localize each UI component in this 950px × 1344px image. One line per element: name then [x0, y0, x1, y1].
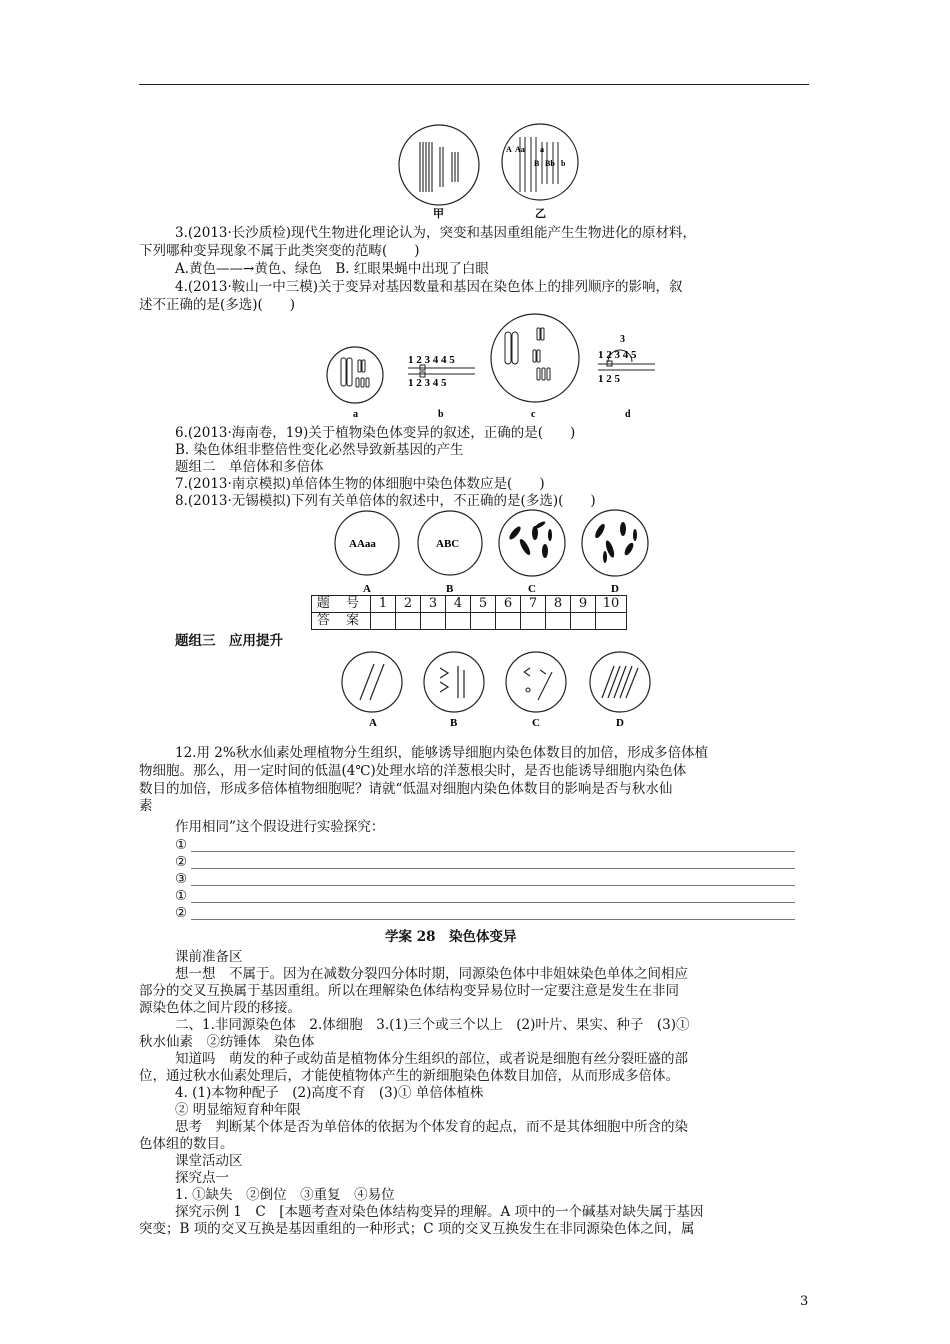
answer-line-15: 1. ①缺失 ②倒位 ③重复 ④易位	[175, 1187, 395, 1203]
blank-2-line[interactable]	[191, 868, 795, 869]
label-jia: 甲	[433, 208, 444, 220]
blank-1-label: ①	[175, 837, 188, 853]
svg-text:3: 3	[620, 334, 625, 345]
q8-line: 8.(2013·无锡模拟)下列有关单倍体的叙述中，不正确的是(多选)( )	[175, 493, 596, 509]
blank-5-label: ②	[175, 905, 188, 921]
svg-text:a: a	[353, 409, 358, 420]
answer-line-3: 部分的交叉互换属于基因重组。所以在理解染色体结构变异易位时一定要注意是发生在非同	[139, 983, 679, 999]
section-title: 学案 28 染色体变异	[385, 929, 517, 945]
figure-lines-abcd	[340, 650, 650, 730]
svg-text:d: d	[625, 409, 631, 420]
answer-line-4: 源染色体之间片段的移接。	[139, 1000, 301, 1016]
svg-text:B: B	[450, 717, 458, 729]
chromosome-b-bottom: 1 2 3 4 5	[408, 377, 447, 389]
figure-cells-abcd	[335, 505, 655, 600]
q12-line1: 12.用 2%秋水仙素处理植物分生组织，能够诱导细胞内染色体数目的加倍，形成多倍体植	[175, 745, 709, 761]
gene-a: a	[540, 145, 544, 154]
blank-3-line[interactable]	[191, 885, 795, 886]
q12-line2: 物细胞。那么，用一定时间的低温(4℃)处理水培的洋葱根尖时，是否也能诱导细胞内染色体	[139, 763, 687, 779]
svg-text:A: A	[369, 717, 377, 729]
q12-line3: 数目的加倍，形成多倍体植物细胞呢？请就“低温对细胞内染色体数目的影响是否与秋水仙	[139, 781, 673, 797]
svg-text:C: C	[528, 583, 536, 595]
blank-2-label: ②	[175, 854, 188, 870]
answer-table: 题 号 1 2 3 4 5 6 7 8 9 10 答 案	[311, 595, 627, 630]
blank-1-line[interactable]	[191, 851, 795, 852]
chromosome-b-top: 1 2 3 4 4 5	[408, 354, 455, 366]
q6-option-b: B. 染色体组非整倍性变化必然导致新基因的产生	[175, 442, 464, 458]
page-number: 3	[800, 1294, 809, 1309]
answer-line-17: 突变；B 项的交叉互换是基因重组的一种形式；C 项的交叉互换发生在非同源染色体之间，属	[139, 1221, 695, 1237]
answer-line-16: 探究示例 1 C [本题考查对染色体结构变异的理解。A 项中的一个碱基对缺失属于基因	[175, 1204, 704, 1220]
group3-heading: 题组三 应用提升	[175, 633, 283, 649]
gene-Aa: Aa	[515, 145, 525, 154]
svg-text:D: D	[616, 717, 624, 729]
answer-table-header-label: 题 号	[312, 596, 371, 613]
header-rule	[139, 84, 809, 85]
svg-text:A: A	[363, 583, 371, 595]
q3-line3: A.黄色——→黄色、绿色 B. 红眼果蝇中出现了白眼	[175, 261, 489, 277]
blank-4-label: ①	[175, 888, 188, 904]
cell-b-genotype: ABC	[436, 538, 460, 550]
svg-text:D: D	[611, 583, 619, 595]
q3-line2: 下列哪种变异现象不属于此类突变的范畴( )	[139, 243, 420, 259]
blank-5-line[interactable]	[191, 919, 795, 920]
gene-b: b	[561, 159, 566, 168]
q12-line5: 作用相同”这个假设进行实验探究：	[175, 819, 385, 835]
svg-text:c: c	[531, 409, 536, 420]
answer-line-5: 二、1.非同源染色体 2.体细胞 3.(1)三个或三个以上 (2)叶片、果实、种子 (3)①	[175, 1017, 690, 1033]
blank-3-label: ③	[175, 871, 188, 887]
group2-heading: 题组二 单倍体和多倍体	[175, 459, 324, 475]
svg-text:b: b	[438, 409, 444, 420]
answer-line-13: 课堂活动区	[175, 1153, 243, 1169]
answer-line-9: 4. (1)本物种配子 (2)高度不育 (3)① 单倍体植株	[175, 1085, 484, 1101]
answer-line-6: 秋水仙素 ②纺锤体 染色体	[139, 1034, 315, 1050]
chromosome-d-top: 1 2 3 4 5	[598, 349, 637, 361]
answer-line-1: 课前准备区	[175, 949, 243, 965]
answer-line-10: ② 明显缩短育种年限	[175, 1102, 301, 1118]
gene-Bb: Bb	[545, 159, 555, 168]
q7-line: 7.(2013·南京模拟)单倍体生物的体细胞中染色体数应是( )	[175, 476, 545, 492]
blank-4-line[interactable]	[191, 902, 795, 903]
chromosome-d-bottom: 1 2 5	[598, 373, 620, 385]
answer-line-11: 思考 判断某个体是否为单倍体的依据为个体发育的起点，而不是其体细胞中所含的染	[175, 1119, 688, 1135]
svg-text:C: C	[532, 717, 540, 729]
answer-line-2: 想一想 不属于。因为在减数分裂四分体时期，同源染色体中非姐妹染色单体之间相应	[175, 966, 688, 982]
q4-line1: 4.(2013·鞍山一中三模)关于变异对基因数量和基因在染色体上的排列顺序的影响，叙	[175, 279, 683, 295]
q6-line: 6.(2013·海南卷，19)关于植物染色体变异的叙述，正确的是( )	[175, 425, 576, 441]
gene-A: A	[506, 145, 512, 154]
figure-abcd	[325, 310, 675, 425]
figure-jia-yi	[395, 122, 595, 222]
answer-table-answer-label: 答 案	[312, 613, 371, 630]
q3-line1: 3.(2013·长沙质检)现代生物进化理论认为，突变和基因重组能产生生物进化的原材料，	[175, 225, 697, 241]
answer-line-12: 色体组的数目。	[139, 1136, 234, 1152]
answer-line-8: 位，通过秋水仙素处理后，才能使植物体产生的新细胞染色体数目加倍，从而形成多倍体。	[139, 1068, 679, 1084]
label-yi: 乙	[535, 208, 546, 220]
q4-line2: 述不正确的是(多选)( )	[139, 297, 296, 313]
gene-B: B	[534, 159, 540, 168]
answer-line-14: 探究点一	[175, 1170, 229, 1186]
q12-line4: 素	[139, 798, 153, 814]
svg-text:B: B	[446, 583, 454, 595]
cell-a-genotype: AAaa	[349, 538, 376, 550]
answer-line-7: 知道吗 萌发的种子或幼苗是植物体分生组织的部位，或者说是细胞有丝分裂旺盛的部	[175, 1051, 688, 1067]
